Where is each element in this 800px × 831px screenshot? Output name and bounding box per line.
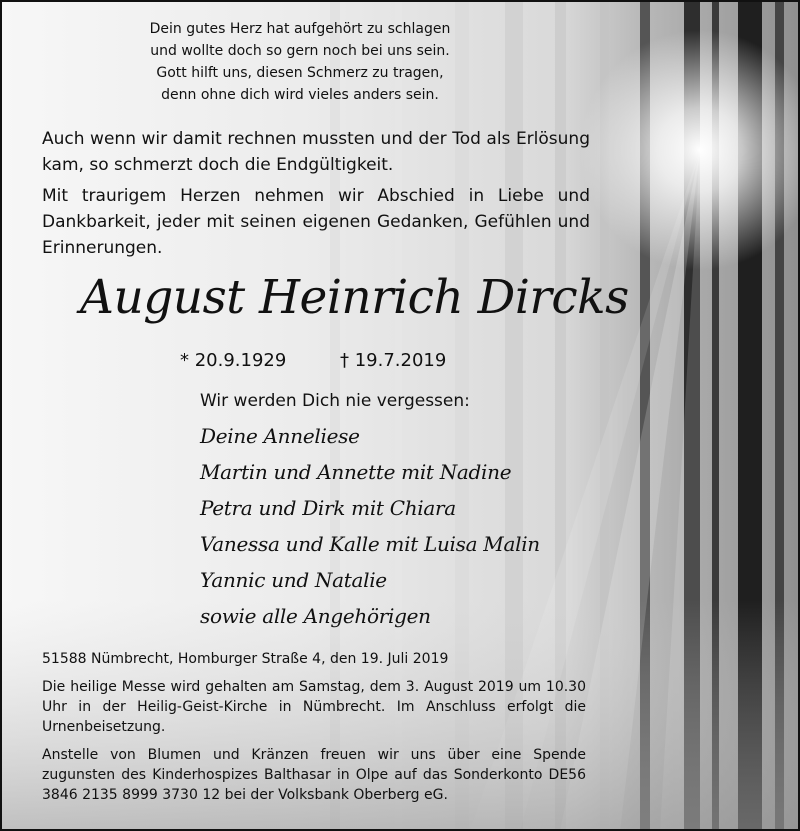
poem-line: und wollte doch so gern noch bei uns sein. — [150, 43, 450, 59]
poem-line: Gott hilft uns, diesen Schmerz zu tragen, — [156, 65, 444, 81]
mourner-entry: Yannic und Natalie — [200, 568, 387, 592]
poem-line: denn ohne dich wird vieles anders sein. — [161, 87, 439, 103]
mourner-entry: Vanessa und Kalle mit Luisa Malin — [200, 532, 540, 556]
poem-line: Dein gutes Herz hat aufgehört zu schlagen — [149, 21, 451, 37]
life-dates — [0, 346, 800, 376]
never-forget-line: Wir werden Dich nie vergessen: — [200, 391, 470, 411]
mourner-entry: sowie alle Angehörigen — [200, 604, 431, 628]
mourner-entry: Martin und Annette mit Nadine — [200, 460, 512, 484]
mourner-entry: Deine Anneliese — [200, 424, 360, 448]
birth-date: * 20.9.1929 — [180, 350, 287, 371]
address-date-line: 51588 Nümbrecht, Homburger Straße 4, den 19. Juli 2019 — [42, 651, 449, 667]
poem — [120, 18, 480, 106]
donation-note: Anstelle von Blumen und Kränzen freuen wir uns über eine Spende zugunsten des Kinderhospizes Balthasar in Olpe auf das Sonderkonto DE56 3846 2135 8999 3730 12 bei der Volksbank Oberberg eG. — [42, 747, 586, 803]
death-date: † 19.7.2019 — [340, 350, 447, 371]
mourners-list — [200, 418, 540, 634]
deceased-name: August Heinrich Dircks — [80, 270, 629, 325]
mass-announcement: Die heilige Messe wird gehalten am Samstag, dem 3. August 2019 um 10.30 Uhr in der Heilig-Geist-Kirche in Nümbrecht. Im Anschluss erfolgt die Urnenbeisetzung. — [42, 679, 586, 735]
farewell-paragraph: Mit traurigem Herzen nehmen wir Abschied in Liebe und Dankbarkeit, jeder mit seinen eigenen Gedanken, Gefühlen und Erinnerungen. — [42, 186, 590, 258]
mourner-entry: Petra und Dirk mit Chiara — [200, 496, 456, 520]
intro-paragraph: Auch wenn wir damit rechnen mussten und der Tod als Erlösung kam, so schmerzt doch die Endgültigkeit. — [42, 129, 590, 175]
